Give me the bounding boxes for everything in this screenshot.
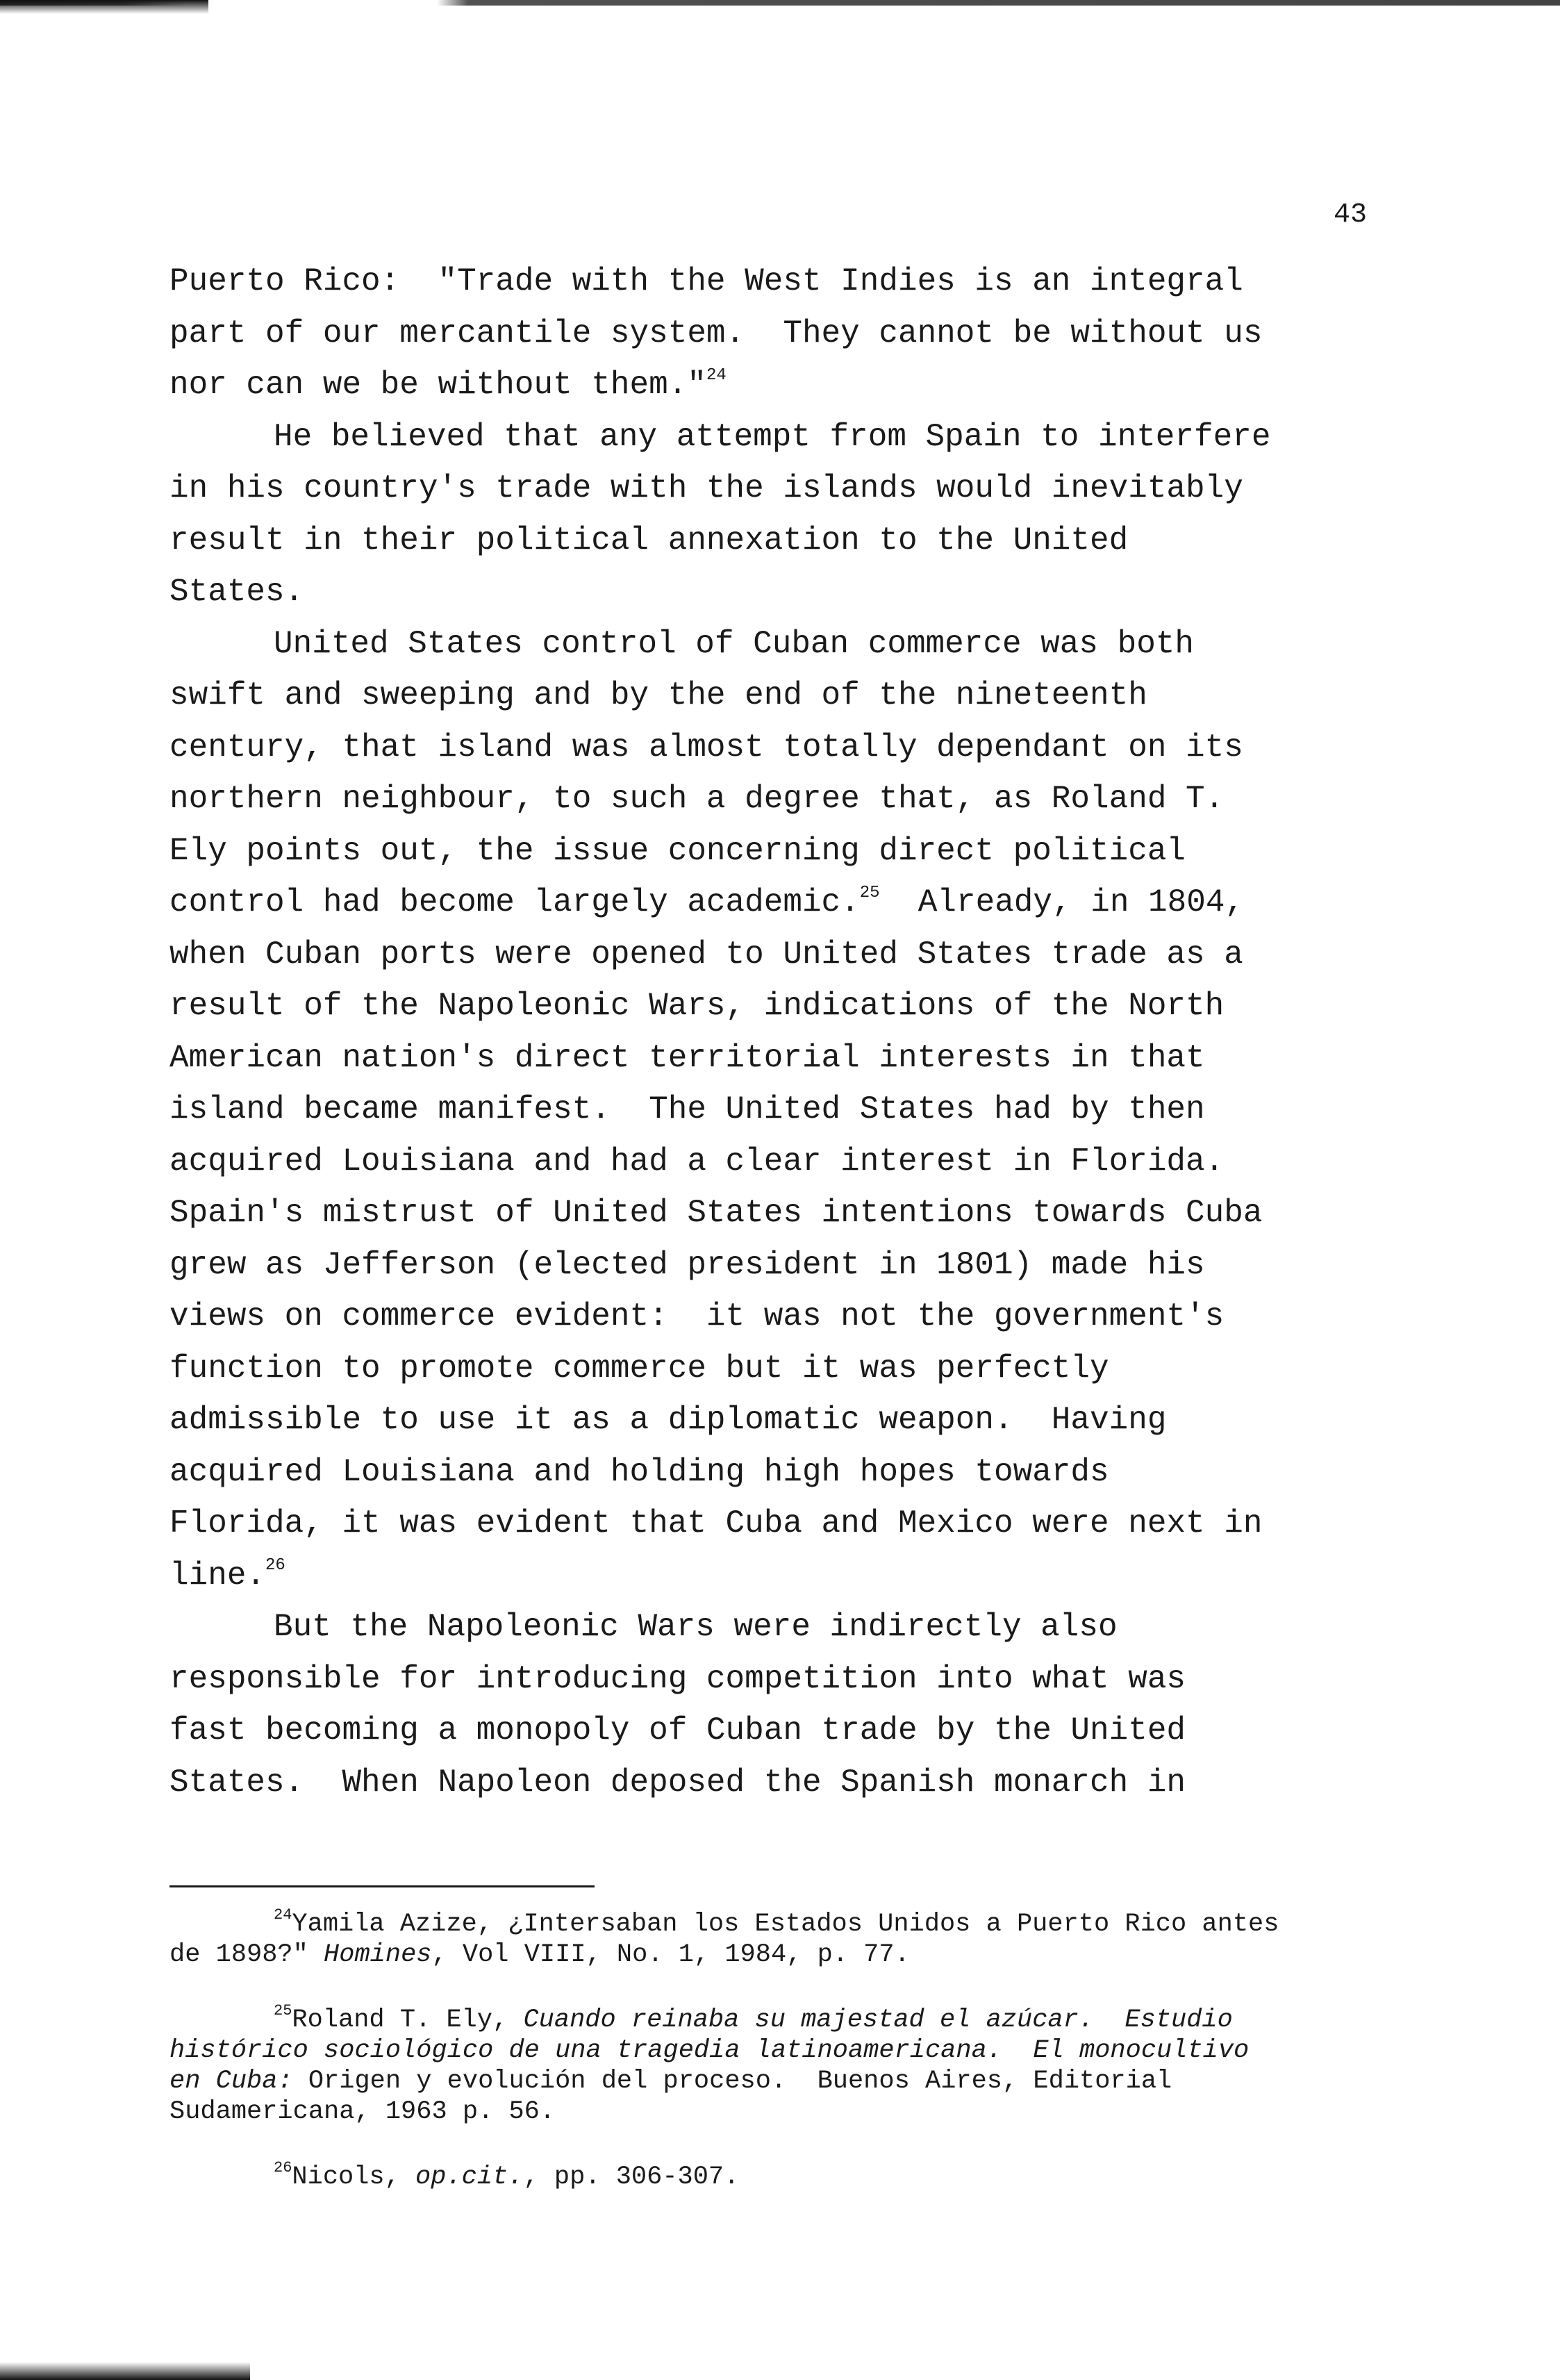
- body-line: [169, 773, 1392, 825]
- body-line: [169, 566, 1392, 618]
- footnote-reference: 25: [859, 883, 880, 902]
- body-line-text: responsible for introducing competition into what was: [169, 1660, 1186, 1697]
- footnote-title: en Cuba:: [169, 2067, 293, 2096]
- body-line-text: acquired Louisiana and had a clear interest in Florida.: [169, 1143, 1225, 1180]
- body-line: [169, 1084, 1392, 1136]
- body-line: [169, 359, 1392, 411]
- body-line: [169, 1239, 1392, 1291]
- footnote-text: , pp. 306-307.: [523, 2163, 740, 2192]
- footnote-line: [169, 1906, 1392, 1940]
- body-line-text: Puerto Rico: "Trade with the West Indies is an integral: [169, 263, 1243, 299]
- footnote-title: op.cit.: [415, 2163, 524, 2192]
- body-line: [169, 1498, 1392, 1550]
- footnote-line: [169, 2097, 1392, 2127]
- body-line: [169, 1187, 1392, 1239]
- footnote-number: 26: [274, 2158, 292, 2176]
- footnote-line: [169, 2035, 1392, 2066]
- body-line-text: fast becoming a monopoly of Cuban trade by the United: [169, 1712, 1186, 1749]
- body-line-text: grew as Jefferson (elected president in 1801) made his: [169, 1246, 1205, 1283]
- body-line: [169, 1136, 1392, 1188]
- footnote-24: [169, 1906, 1392, 1970]
- body-line: [169, 825, 1392, 877]
- body-line: [169, 1291, 1392, 1343]
- body-line-text: Spain's mistrust of United States intentions towards Cuba: [169, 1195, 1263, 1231]
- body-line: [169, 1343, 1392, 1395]
- body-line: [169, 463, 1392, 515]
- footnote-25: [169, 2001, 1392, 2127]
- body-line-text: States. When Napoleon deposed the Spanish monarch in: [169, 1764, 1186, 1801]
- footnote-reference: 26: [265, 1556, 285, 1576]
- body-line-text: nor can we be without them.": [169, 367, 706, 403]
- footnote-text: Nicols,: [292, 2163, 416, 2192]
- footnote-text: Roland T. Ely,: [292, 2006, 524, 2035]
- footnote-line: [169, 1940, 1392, 1970]
- body-line: [169, 929, 1392, 981]
- footnote-text: Yamila Azize, ¿Intersaban los Estados Unidos a Puerto Rico antes: [292, 1910, 1279, 1939]
- body-line-text: Florida, it was evident that Cuba and Mexico were next in: [169, 1505, 1263, 1542]
- body-line-text: swift and sweeping and by the end of the nineteenth: [169, 677, 1147, 713]
- body-line-text: But the Napoleonic Wars were indirectly also: [274, 1609, 1118, 1645]
- footnote-title: histórico sociológico de una tragedia latinoamericana. El monocultivo: [169, 2036, 1250, 2065]
- body-line: [169, 618, 1392, 670]
- body-line: [169, 670, 1392, 722]
- body-line: [169, 1757, 1392, 1809]
- body-line-text: line.: [169, 1557, 266, 1594]
- body-line: [169, 722, 1392, 774]
- body-line-text: function to promote commerce but it was perfectly: [169, 1350, 1109, 1387]
- body-line: [169, 1446, 1392, 1498]
- footnote-text: Origen y evolución del proceso. Buenos Aires, Editorial: [292, 2067, 1172, 2096]
- footnote-text: , Vol VIII, No. 1, 1984, p. 77.: [431, 1940, 910, 1969]
- body-line-text: acquired Louisiana and holding high hopes towards: [169, 1453, 1109, 1490]
- body-line-text: admissible to use it as a diplomatic weapon. Having: [169, 1402, 1167, 1438]
- body-line: [169, 1653, 1392, 1705]
- page-number: 43: [1334, 199, 1368, 231]
- footnotes: [169, 1906, 1392, 2227]
- footnote-line: [169, 2158, 1392, 2192]
- footnote-title: Cuando reinaba su majestad el azúcar. Estudio: [523, 2006, 1233, 2035]
- body-line-text: result in their political annexation to the United: [169, 522, 1129, 559]
- body-line-text: island became manifest. The United States had by then: [169, 1091, 1205, 1127]
- footnote-line: [169, 2066, 1392, 2097]
- scan-edge-bottom-left: [0, 2362, 250, 2380]
- body-line: [169, 308, 1392, 360]
- body-line: [169, 515, 1392, 567]
- body-line-text: part of our mercantile system. They cannot be without us: [169, 315, 1263, 352]
- footnote-title: Homines: [324, 1940, 432, 1969]
- body-line: [169, 411, 1392, 463]
- footnote-text: de 1898?": [169, 1940, 324, 1969]
- body-line-text: when Cuban ports were opened to United States trade as a: [169, 936, 1243, 973]
- body-line: [169, 256, 1392, 308]
- body-line: [169, 877, 1392, 929]
- body-line-text: Already, in 1804,: [879, 884, 1245, 920]
- footnote-number: 25: [274, 2001, 292, 2019]
- body-line: [169, 1705, 1392, 1757]
- body-line: [169, 1550, 1392, 1602]
- body-line-text: He believed that any attempt from Spain to interfere: [274, 418, 1271, 455]
- body-line-text: control had become largely academic.: [169, 884, 860, 920]
- body-line: [169, 1394, 1392, 1446]
- footnote-number: 24: [274, 1906, 292, 1924]
- body-line-text: views on commerce evident: it was not the government's: [169, 1298, 1225, 1334]
- footnote-line: [169, 2001, 1392, 2035]
- scan-edge-top: [0, 0, 1560, 6]
- body-line-text: century, that island was almost totally dependant on its: [169, 729, 1243, 766]
- body-line: [169, 980, 1392, 1032]
- footnote-26: [169, 2158, 1392, 2192]
- body-text: [169, 256, 1392, 1808]
- body-line-text: in his country's trade with the islands would inevitably: [169, 470, 1243, 506]
- body-line-text: northern neighbour, to such a degree that, as Roland T.: [169, 781, 1225, 817]
- scan-edge-top-left: [0, 0, 208, 14]
- body-line-text: United States control of Cuban commerce was both: [274, 625, 1195, 662]
- body-line-text: American nation's direct territorial interests in that: [169, 1039, 1205, 1076]
- footnote-reference: 24: [706, 365, 727, 385]
- body-line-text: States.: [169, 574, 304, 610]
- footnote-text: Sudamericana, 1963 p. 56.: [169, 2097, 556, 2126]
- body-line-text: Ely points out, the issue concerning direct political: [169, 832, 1186, 869]
- body-line-text: result of the Napoleonic Wars, indications of the North: [169, 988, 1225, 1024]
- body-line: [169, 1601, 1392, 1653]
- body-line: [169, 1032, 1392, 1084]
- footnote-rule: [169, 1885, 595, 1887]
